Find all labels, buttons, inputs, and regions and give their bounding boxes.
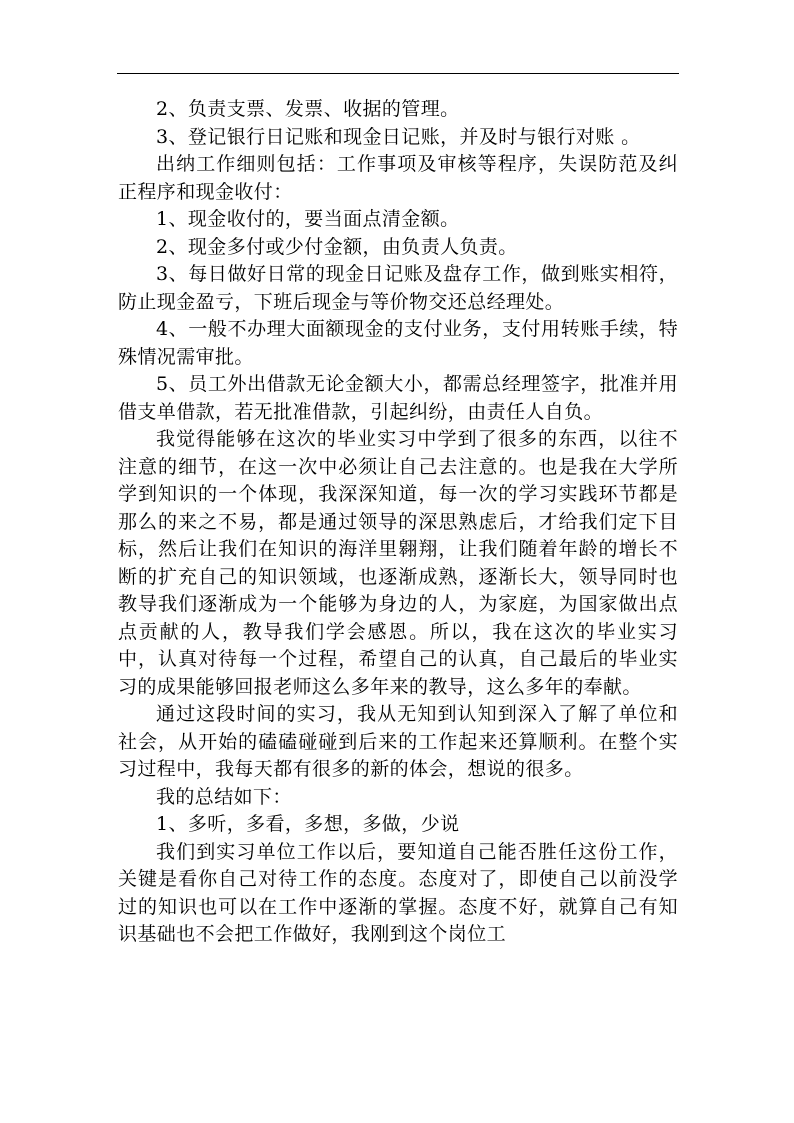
paragraph-7: 4、一般不办理大面额现金的支付业务，支付用转账手续，特殊情况需审批。 <box>118 318 678 368</box>
paragraph-8: 5、员工外出借款无论金额大小，都需总经理签字，批准并用借支单借款，若无批准借款，引起纠纷，由责任人自负。 <box>118 373 678 423</box>
paragraph-3: 出纳工作细则包括：工作事项及审核等程序，失误防范及纠正程序和现金收付： <box>118 153 678 203</box>
paragraph-13: 我们到实习单位工作以后，要知道自己能否胜任这份工作，关键是看你自己对待工作的态度。态度对了，即使自己以前没学过的知识也可以在工作中逐渐的掌握。态度不好，就算自己有知识基础也不会把工作做好，我刚到这个岗位工 <box>118 840 678 945</box>
paragraph-6: 3、每日做好日常的现金日记账及盘存工作，做到账实相符，防止现金盈亏，下班后现金与等价物交还总经理处。 <box>118 263 678 313</box>
paragraph-2: 3、登记银行日记账和现金日记账，并及时与银行对账 。 <box>156 125 641 148</box>
paragraph-10: 通过这段时间的实习，我从无知到认知到深入了解了单位和社会，从开始的磕磕碰碰到后来的工作起来还算顺利。在整个实习过程中，我每天都有很多的新的体会，想说的很多。 <box>118 703 678 780</box>
paragraph-5: 2、现金多付或少付金额，由负责人负责。 <box>156 235 518 258</box>
paragraph-12: 1、多听，多看，多想，多做，少说 <box>156 813 460 835</box>
paragraph-4: 1、现金收付的，要当面点清金额。 <box>156 208 460 230</box>
paragraph-9: 我觉得能够在这次的毕业实习中学到了很多的东西，以往不注意的细节，在这一次中必须让自己去注意的。也是我在大学所学到知识的一个体现，我深深知道，每一次的学习实践环节都是那么的来之不易，都是通过领导的深思熟虑后，才给我们定下目标，然后让我们在知识的海洋里翱翔，让我们随着年龄的增长不断的扩充自己的知识领域，也逐渐成熟，逐渐长大，领导同时也教导我们逐渐成为一个能够为身边的人，为家庭，为国家做出点点贡献的人，教导我们学会感恩。所以，我在这次的毕业实习中，认真对待每一个过程，希望自己的认真，自己最后的毕业实习的成果能够回报老师这么多年来的教导，这么多年的奉献。 <box>118 428 678 698</box>
header-rule <box>117 73 679 74</box>
paragraph-11: 我的总结如下： <box>156 785 292 808</box>
document-body <box>118 96 678 949</box>
paragraph-1: 2、负责支票、发票、收据的管理。 <box>156 98 460 120</box>
